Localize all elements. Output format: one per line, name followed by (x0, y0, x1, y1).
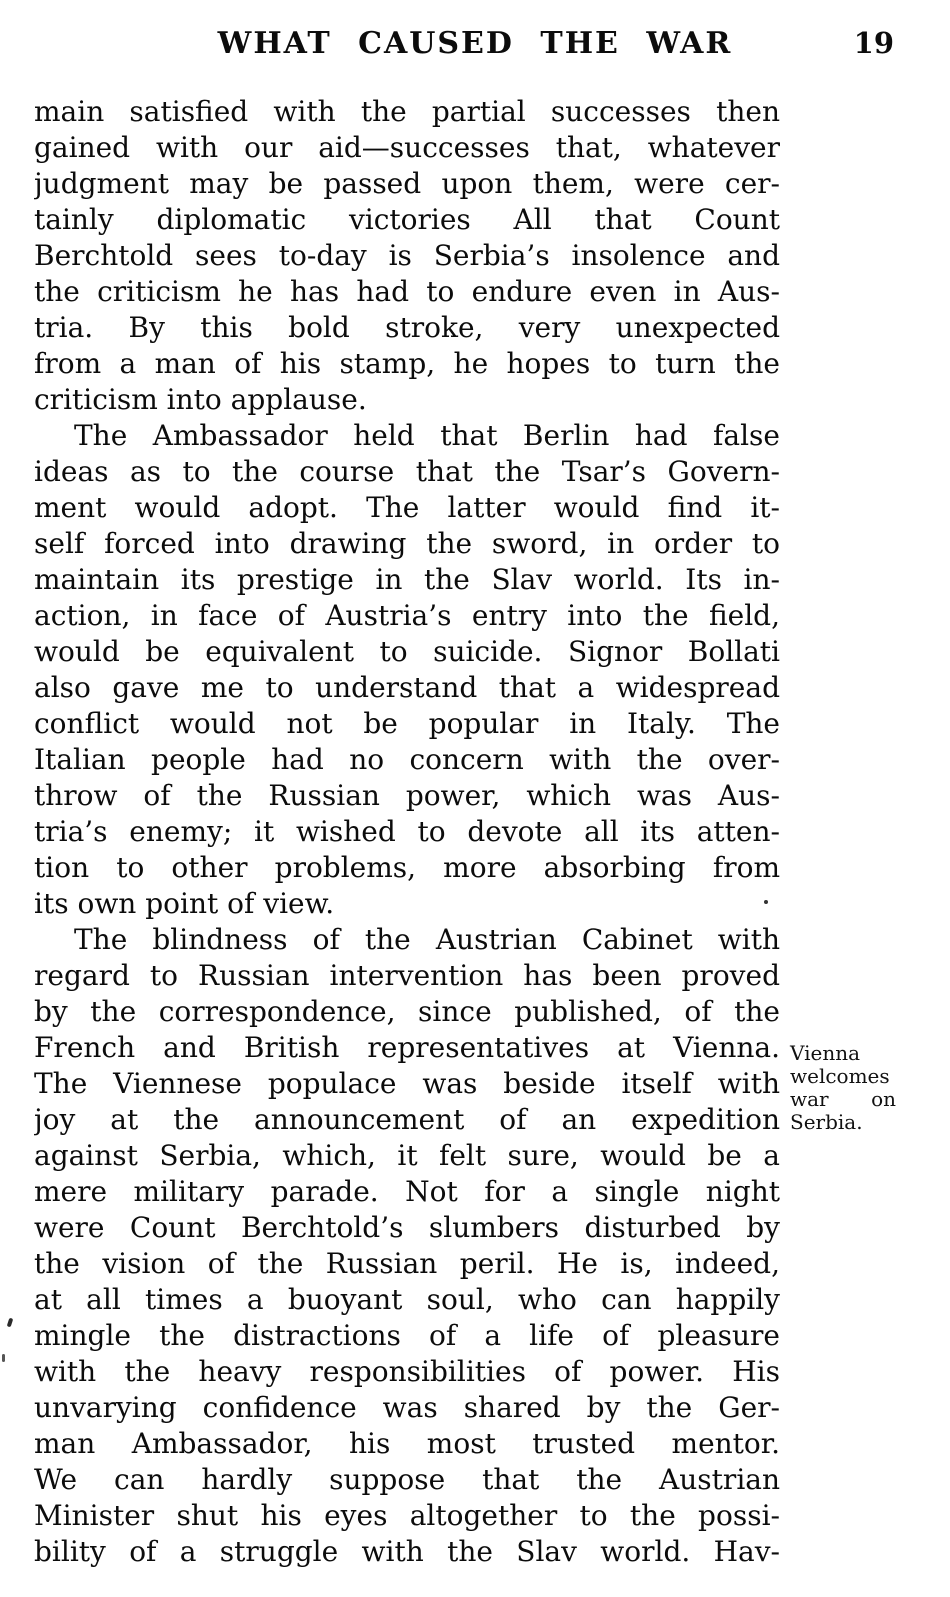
text-line: also gave me to understand that a widespread (34, 671, 780, 704)
text-line: Berchtold sees to-day is Serbia’s insolence and (34, 239, 780, 272)
text-line: conflict would not be popular in Italy. The (34, 707, 780, 740)
text-line: The Viennese populace was beside itself with (34, 1067, 780, 1100)
text-line: tion to other problems, more absorbing from (34, 851, 780, 884)
text-line: the vision of the Russian peril. He is, indeed, (34, 1247, 780, 1280)
text-line: were Count Berchtold’s slumbers disturbed by (34, 1211, 780, 1244)
scan-artifact (764, 900, 768, 904)
text-line: throw of the Russian power, which was Aus- (34, 779, 780, 812)
text-line: The blindness of the Austrian Cabinet with (74, 923, 780, 956)
text-line: Italian people had no concern with the over- (34, 743, 780, 776)
text-line: French and British representatives at Vienna. (34, 1031, 780, 1064)
scan-artifact (7, 1318, 14, 1328)
margin-note-line: war on (790, 1087, 896, 1111)
page-number: 19 (853, 26, 894, 60)
text-line: judgment may be passed upon them, were cer- (34, 167, 780, 200)
text-line: mingle the distractions of a life of pleasure (34, 1319, 780, 1352)
text-line: Minister shut his eyes altogether to the possi- (34, 1499, 780, 1532)
page-header (0, 26, 950, 66)
text-line: man Ambassador, his most trusted mentor. (34, 1427, 780, 1460)
text-line: bility of a struggle with the Slav world. Hav- (34, 1535, 780, 1568)
text-line: self forced into drawing the sword, in order to (34, 527, 780, 560)
text-line: tria. By this bold stroke, very unexpected (34, 311, 780, 344)
text-line: tria’s enemy; it wished to devote all its atten- (34, 815, 780, 848)
text-line: regard to Russian intervention has been proved (34, 959, 780, 992)
text-line: tainly diplomatic victories All that Count (34, 203, 780, 236)
margin-note-line: Vienna (790, 1041, 861, 1065)
text-line: main satisfied with the partial successes then (34, 95, 780, 128)
text-line: criticism into applause. (34, 383, 367, 416)
text-line: at all times a buoyant soul, who can happily (34, 1283, 780, 1316)
margin-note-line: Serbia. (790, 1110, 863, 1134)
text-line: We can hardly suppose that the Austrian (34, 1463, 780, 1496)
text-line: The Ambassador held that Berlin had false (74, 419, 780, 452)
text-line: its own point of view. (34, 887, 335, 920)
text-line: would be equivalent to suicide. Signor Bollati (34, 635, 780, 668)
text-line: unvarying confidence was shared by the Ger- (34, 1391, 780, 1424)
text-line: by the correspondence, since published, of the (34, 995, 780, 1028)
paragraph-1 (34, 94, 780, 418)
text-line: ment would adopt. The latter would find it- (34, 491, 780, 524)
text-line: maintain its prestige in the Slav world. Its in- (34, 563, 780, 596)
text-line: ideas as to the course that the Tsar’s Govern- (34, 455, 780, 488)
scan-artifact (2, 1354, 5, 1362)
text-line: gained with our aid—successes that, whatever (34, 131, 780, 164)
text-line: mere military parade. Not for a single night (34, 1175, 780, 1208)
paragraph-2 (34, 418, 780, 922)
text-line: from a man of his stamp, he hopes to turn the (34, 347, 780, 380)
body-text (34, 94, 780, 1570)
text-line: the criticism he has had to endure even in Aus- (34, 275, 780, 308)
margin-note-line: welcomes (790, 1064, 890, 1088)
text-line: with the heavy responsibilities of power. His (34, 1355, 780, 1388)
text-line: against Serbia, which, it felt sure, would be a (34, 1139, 780, 1172)
text-line: action, in face of Austria’s entry into the field, (34, 599, 780, 632)
paragraph-3 (34, 922, 780, 1570)
text-line: joy at the announcement of an expedition (34, 1103, 780, 1136)
margin-note (790, 1042, 896, 1134)
running-title: WHAT CAUSED THE WAR (217, 26, 733, 61)
